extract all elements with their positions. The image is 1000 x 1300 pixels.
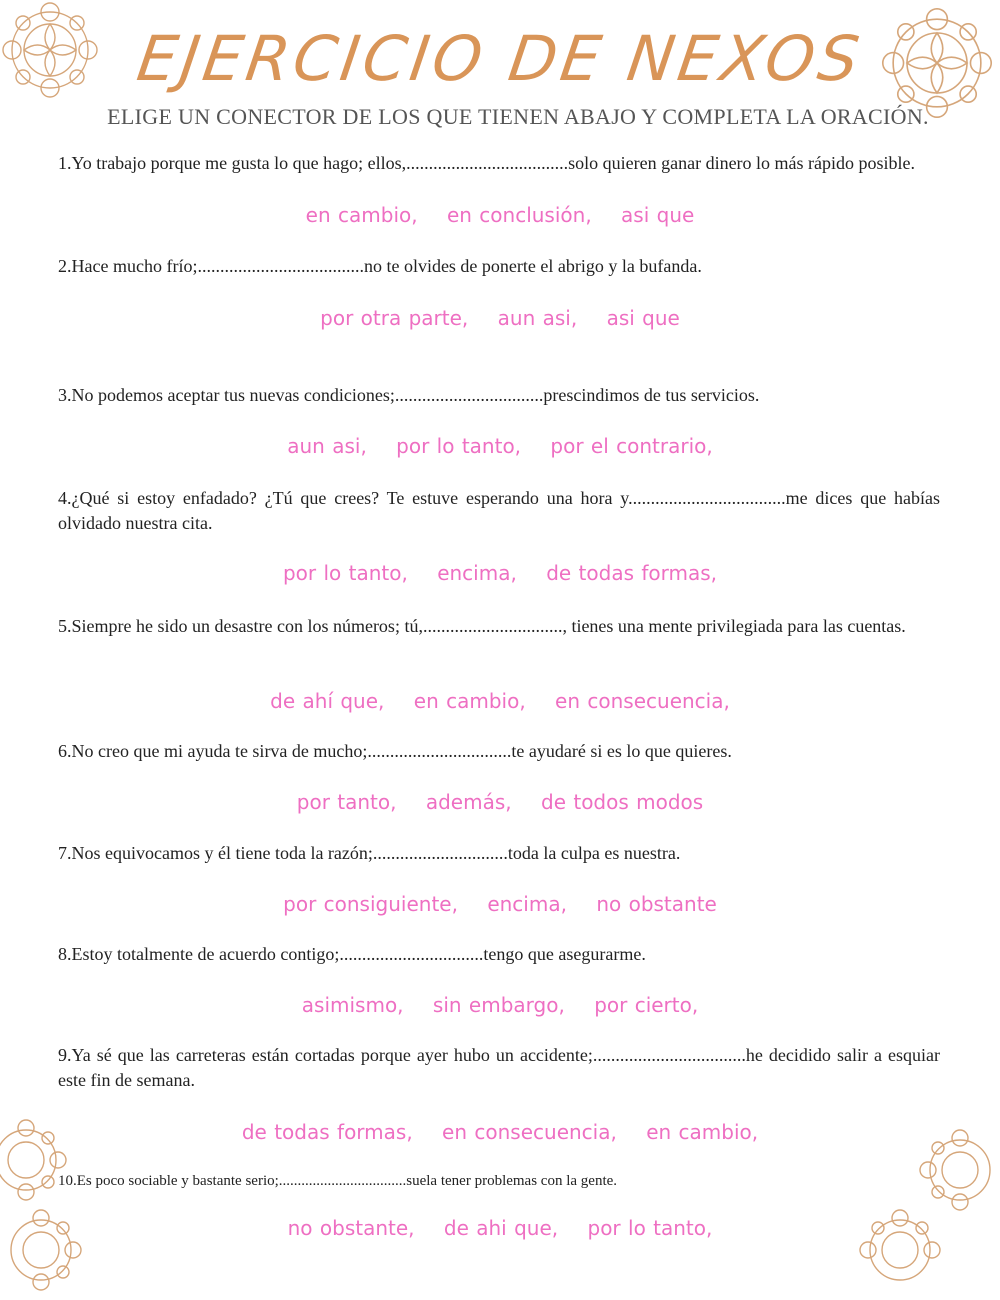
option-button[interactable]: de todas formas, (546, 561, 718, 585)
question-8: 8.Estoy totalmente de acuerdo contigo;................................tengo que asegurarme. (58, 944, 646, 964)
option-button[interactable]: por tanto, (296, 790, 397, 814)
option-button[interactable]: por lo tanto, (282, 561, 408, 585)
options-5 (0, 689, 1000, 713)
question-9: 9.Ya sé que las carreteras están cortadas porque ayer hubo un accidente;..................................he decidido salir a esquiar este fin de semana. (58, 1045, 940, 1090)
question-3: 3.No podemos aceptar tus nuevas condiciones;.................................prescindimos de tus servicios. (58, 385, 760, 405)
options-4 (0, 561, 1000, 585)
option-button[interactable]: en conclusión, (446, 203, 592, 227)
option-button[interactable]: de ahí que, (270, 689, 385, 713)
question-7: 7.Nos equivocamos y él tiene toda la razón;..............................toda la culpa es nuestra. (58, 843, 681, 863)
options-9 (0, 1120, 1000, 1144)
options-8 (0, 993, 1000, 1017)
options-7 (0, 892, 1000, 916)
option-button[interactable]: por el contrario, (550, 434, 713, 458)
option-button[interactable]: no obstante, (287, 1216, 415, 1240)
option-button[interactable]: asi que (606, 306, 680, 330)
option-button[interactable]: no obstante (596, 892, 717, 916)
option-button[interactable]: encima, (437, 561, 517, 585)
option-button[interactable]: aun asi, (497, 306, 578, 330)
floral-ornament-bottom-right (840, 1120, 1000, 1300)
option-button[interactable]: por otra parte, (320, 306, 469, 330)
option-button[interactable]: por lo tanto, (587, 1216, 713, 1240)
option-button[interactable]: en consecuencia, (442, 1120, 617, 1144)
options-2 (0, 306, 1000, 330)
option-button[interactable]: en consecuencia, (555, 689, 730, 713)
option-button[interactable]: de todas formas, (241, 1120, 413, 1144)
option-button[interactable]: además, (425, 790, 512, 814)
question-6: 6.No creo que mi ayuda te sirva de mucho;................................te ayudaré si es lo que quieres. (58, 741, 732, 761)
option-button[interactable]: aun asi, (287, 434, 367, 458)
option-button[interactable]: encima, (487, 892, 567, 916)
option-button[interactable]: de todos modos (541, 790, 704, 814)
options-10 (0, 1216, 1000, 1240)
question-4: 4.¿Qué si estoy enfadado? ¿Tú que crees? Te estuve esperando una hora y...................................me dices que habías olvidado nuestra cita. (58, 488, 940, 533)
page-title: EJERCICIO DE NEXOS (132, 22, 868, 95)
question-1: 1.Yo trabajo porque me gusta lo que hago; ellos,....................................solo quieren ganar dinero lo más rápido posible. (58, 153, 916, 173)
option-button[interactable]: en cambio, (413, 689, 526, 713)
question-2: 2.Hace mucho frío;.....................................no te olvides de ponerte el abrigo y la bufanda. (58, 256, 702, 276)
option-button[interactable]: sin embargo, (432, 993, 565, 1017)
option-button[interactable]: por consiguiente, (283, 892, 458, 916)
question-5: 5.Siempre he sido un desastre con los números; tú,..............................., tienes una mente privilegiada para las cuentas. (58, 616, 906, 636)
options-1 (0, 203, 1000, 227)
option-button[interactable]: de ahi que, (443, 1216, 559, 1240)
option-button[interactable]: asi que (621, 203, 695, 227)
instructions: ELIGE UN CONECTOR DE LOS QUE TIENEN ABAJO Y COMPLETA LA ORACIÓN. (107, 104, 929, 129)
option-button[interactable]: en cambio, (646, 1120, 759, 1144)
option-button[interactable]: por cierto, (594, 993, 699, 1017)
options-3 (0, 434, 1000, 458)
option-button[interactable]: en cambio, (305, 203, 418, 227)
options-6 (0, 790, 1000, 814)
option-button[interactable]: asimismo, (301, 993, 404, 1017)
question-10: 10.Es poco sociable y bastante serio;..................................suela tener problemas con la gente. (58, 1173, 618, 1189)
option-button[interactable]: por lo tanto, (396, 434, 522, 458)
